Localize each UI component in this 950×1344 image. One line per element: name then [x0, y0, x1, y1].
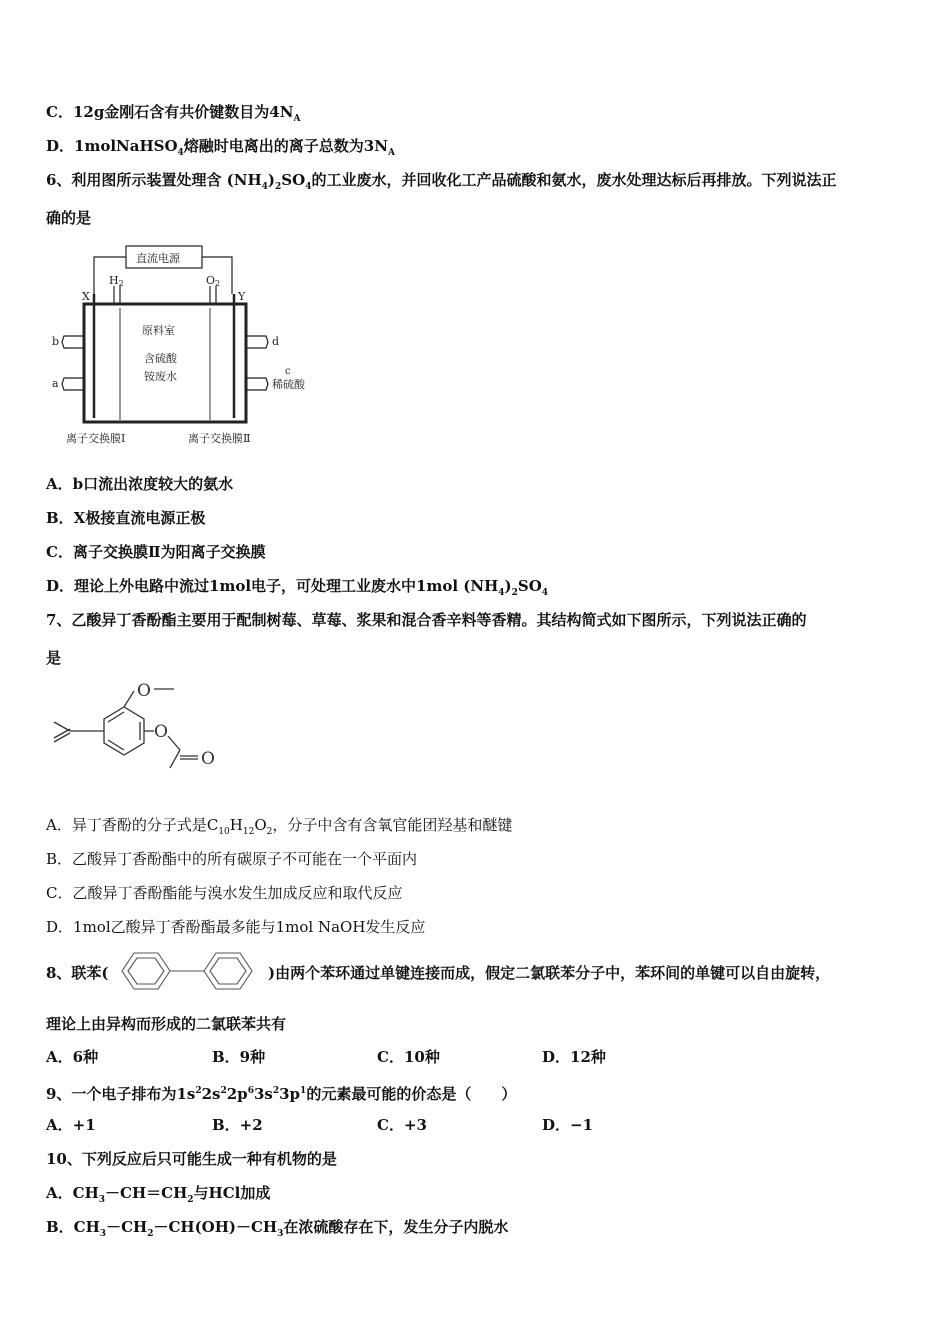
structure-diagram — [48, 680, 238, 780]
q8-stem-line2: 理论上由异构而形成的二氯联苯共有 — [46, 1015, 287, 1033]
methoxy-oxygen: O — [137, 681, 151, 701]
q6-option-a: A．b口流出浓度较大的氨水 — [46, 475, 234, 493]
q8-option-d: D．12种 — [542, 1048, 606, 1066]
q8-stem-pre: 8、联苯( — [46, 964, 109, 982]
power-label: 直流电源 — [136, 252, 180, 265]
q10-stem: 10、下列反应后只可能生成一种有机物的是 — [46, 1150, 337, 1168]
biphenyl-diagram — [112, 948, 268, 994]
carbonyl-oxygen: O — [201, 749, 215, 769]
d-label: d — [272, 335, 280, 348]
q7-stem-line2: 是 — [46, 649, 62, 667]
q7-stem-line1: 7、乙酸异丁香酚酯主要用于配制树莓、草莓、浆果和混合香辛料等香精。其结构简式如下图所示，下列说法正确的 — [46, 611, 807, 629]
q5-option-c: C．12g金刚石含有共价键数目为$4N_A$ — [46, 103, 301, 124]
q6-option-d: D．理论上外电路中流过1mol电子，可处理工业废水中1mol $(NH_4)_2SO_4$ — [46, 577, 549, 598]
q7-option-c: C．乙酸异丁香酚酯能与溴水发生加成反应和取代反应 — [46, 884, 403, 902]
c-label: c — [285, 366, 291, 377]
x-label: X — [82, 290, 90, 303]
electrolysis-diagram — [48, 244, 318, 454]
q7-option-b: B．乙酸异丁香酚酯中的所有碳原子不可能在一个平面内 — [46, 850, 418, 868]
q10-option-a: A．$CH_3-CH=CH_2$与HCl加成 — [46, 1184, 271, 1205]
q9-option-a: A．+1 — [46, 1116, 96, 1134]
q10-option-b: B．$CH_3-CH_2-CH(OH)-CH_3$在浓硫酸存在下，发生分子内脱水 — [46, 1218, 509, 1239]
y-label: Y — [238, 290, 246, 303]
q9-stem: 9、一个电子排布为$1s^22s^22p^63s^23p^1$的元素最可能的价态是（ ） — [46, 1085, 517, 1103]
q8-stem-post: )由两个苯环通过单键连接而成，假定二氯联苯分子中，苯环间的单键可以自由旋转， — [268, 964, 831, 982]
a-label: a — [52, 377, 59, 390]
o2-label: O2 — [206, 274, 221, 288]
q8-option-a: A．6种 — [46, 1048, 99, 1066]
q8-option-b: B．9种 — [212, 1048, 266, 1066]
b-label: b — [52, 335, 60, 348]
q6-option-c: C．离子交换膜Ⅱ为阳离子交换膜 — [46, 543, 266, 561]
q9-option-d: D．−1 — [542, 1116, 594, 1134]
q9-option-b: B．+2 — [212, 1116, 263, 1134]
dilute-acid-label: 稀硫酸 — [272, 378, 305, 391]
chamber-label-2: 含硫酸 — [144, 352, 177, 365]
q7-option-d: D．1mol乙酸异丁香酚酯最多能与1mol NaOH发生反应 — [46, 918, 426, 936]
q8-option-c: C．10种 — [377, 1048, 440, 1066]
ester-oxygen: O — [154, 722, 168, 742]
q6-stem-line2: 确的是 — [46, 209, 92, 227]
q6-stem-line1: 6、利用图所示装置处理含 $(NH_4)_2SO_4$的工业废水，并回收化工产品硫酸和氨水，废水处理达标后再排放。下列说法正 — [46, 171, 837, 192]
membrane-2-label: 离子交换膜Ⅱ — [188, 432, 251, 445]
q9-option-c: C．+3 — [377, 1116, 427, 1134]
chamber-label-1: 原料室 — [142, 324, 175, 337]
membrane-1-label: 离子交换膜Ⅰ — [66, 432, 126, 445]
chamber-label-3: 铵废水 — [144, 370, 177, 383]
q6-option-b: B．X极接直流电源正极 — [46, 509, 206, 527]
h2-label: H2 — [109, 274, 124, 288]
q7-option-a: A．异丁香酚的分子式是$C_{10}H_{12}O_2$，分子中含有含氧官能团羟基和醚键 — [46, 816, 513, 837]
q5-option-d: D．1molNaHSO$_4$熔融时电离出的离子总数为$3N_A$ — [46, 137, 395, 158]
